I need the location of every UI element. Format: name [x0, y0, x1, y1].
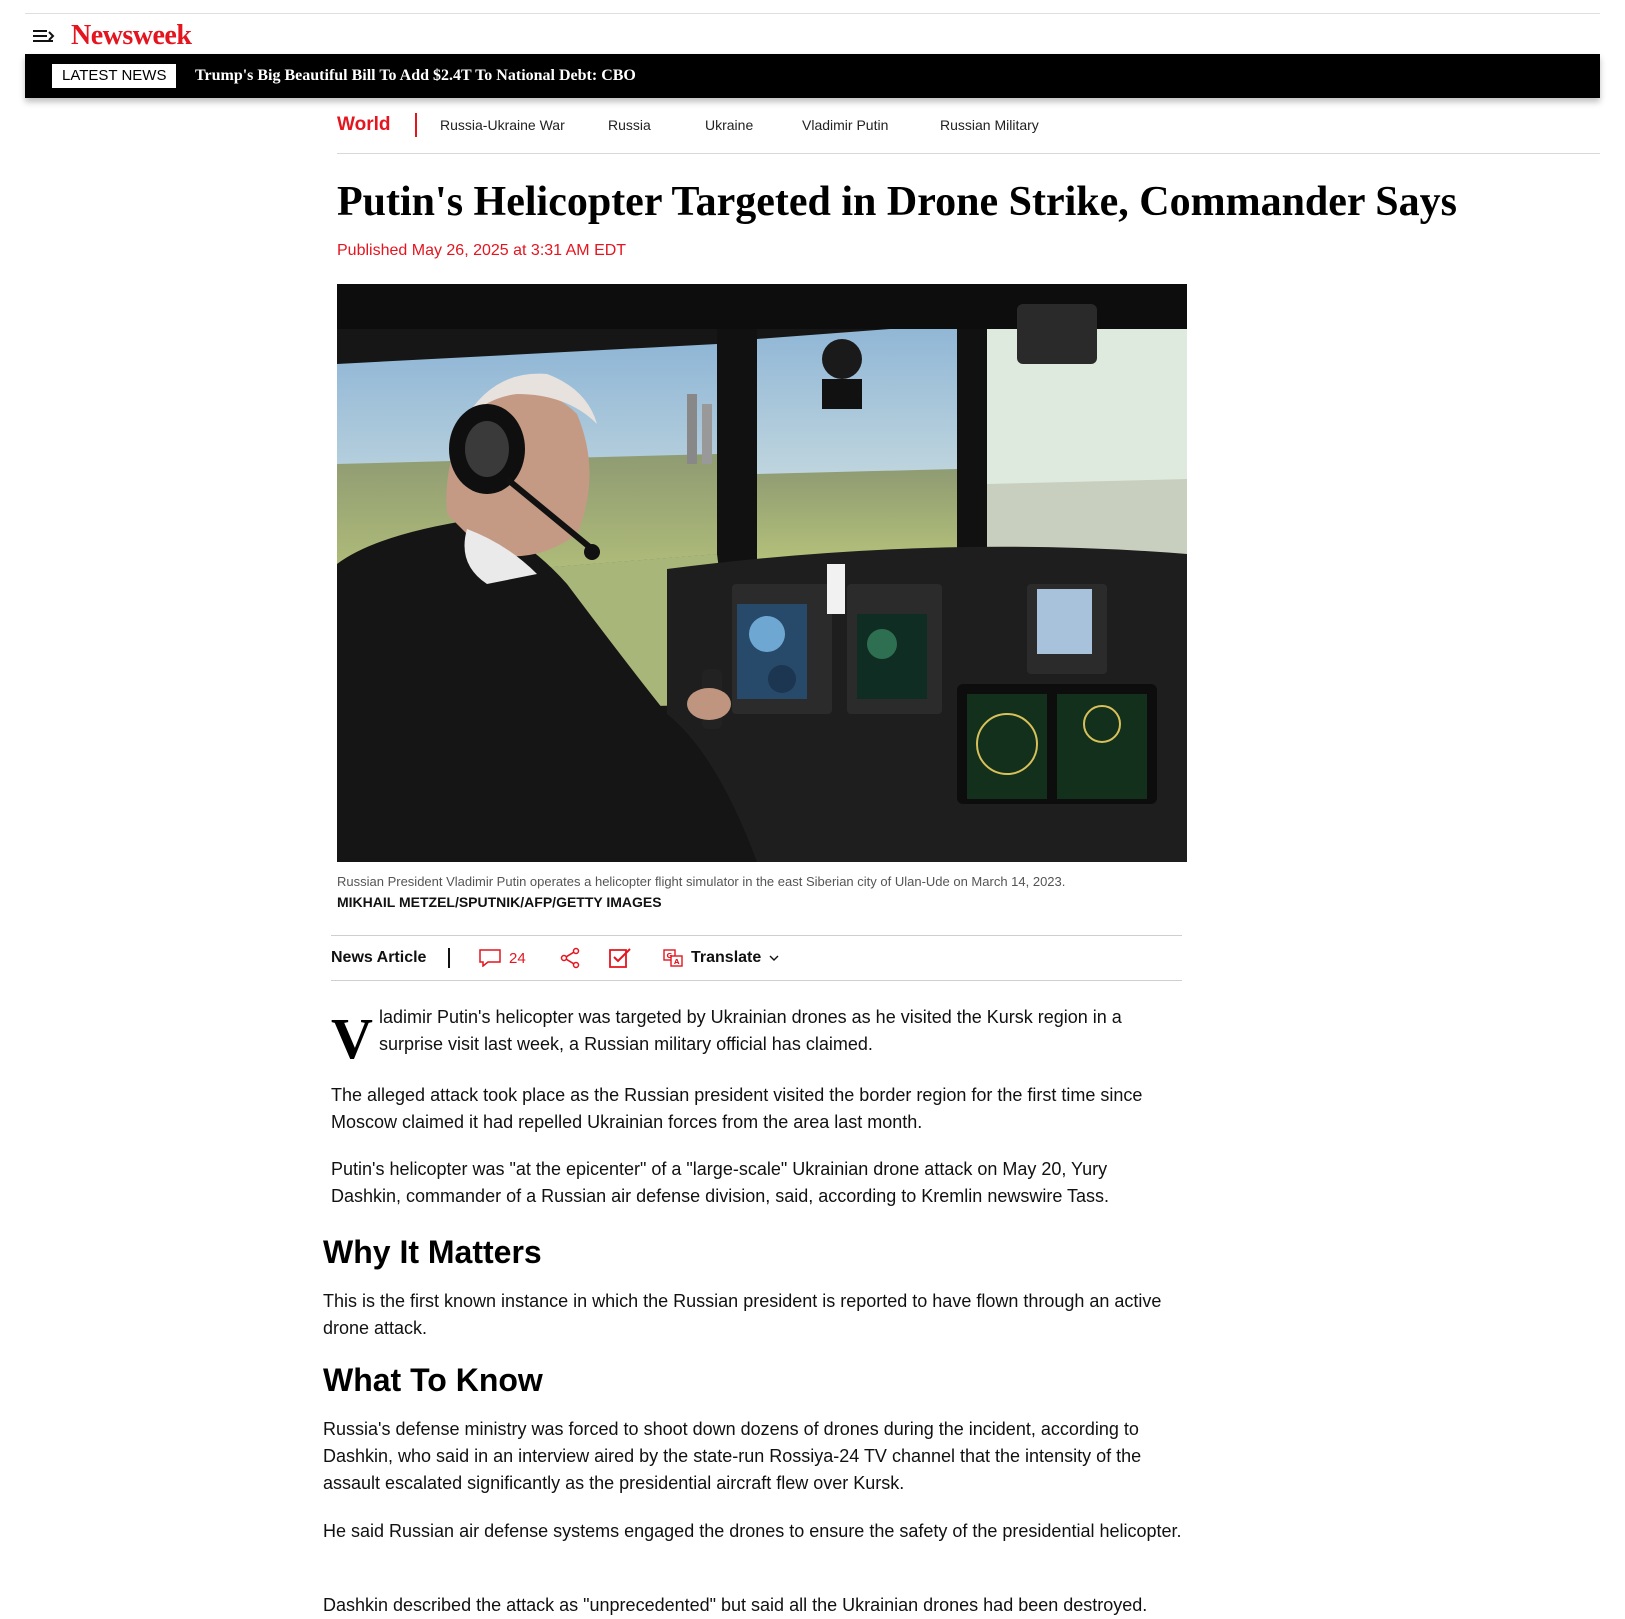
- nav-separator: [415, 113, 417, 137]
- lead-paragraph: ladimir Putin's helicopter was targeted by Ukrainian drones as he visited the Kursk region in a surprise visit last week, a Russian military official has claimed.: [379, 1007, 1122, 1054]
- toolbar-separator: [448, 948, 450, 968]
- section-what-to-know: What To Know: [323, 1362, 543, 1398]
- latest-news-headline[interactable]: Trump's Big Beautiful Bill To Add $2.4T To National Debt: CBO: [195, 67, 636, 84]
- comments-button[interactable]: [479, 948, 526, 968]
- what-to-know-paragraph-2: He said Russian air defense systems engaged the drones to ensure the safety of the presidential helicopter.: [323, 1521, 1182, 1541]
- image-caption: Russian President Vladimir Putin operates a helicopter flight simulator in the east Siberian city of Ulan-Ude on March 14, 2023.: [337, 874, 1066, 889]
- comment-count: 24: [509, 949, 526, 967]
- hero-image[interactable]: [337, 284, 1187, 862]
- chevron-down-icon: [769, 954, 779, 962]
- published-label: Published: [337, 242, 408, 259]
- article-title: Putin's Helicopter Targeted in Drone Strike, Commander Says: [337, 179, 1458, 225]
- topic-nav: [337, 112, 1600, 142]
- what-to-know-paragraph-1: Russia's defense ministry was forced to shoot down dozens of drones during the incident, according to Dashkin, who said in an interview aired by the state-run Rossiya-24 TV channel that the intensity of the assault escalated significantly as the presidential aircraft flew over Kursk.: [323, 1419, 1142, 1493]
- latest-news-bar: [25, 54, 1600, 98]
- paragraph-3: Putin's helicopter was "at the epicenter" of a "large-scale" Ukrainian drone attack on May 20, Yury Dashkin, commander of a Russian air defense division, said, according to Kremlin newswire Tass.: [331, 1159, 1110, 1206]
- nav-item-ukraine[interactable]: Ukraine: [705, 117, 754, 133]
- what-to-know-paragraph-3: Dashkin described the attack as "unprecedented" but said all the Ukrainian drones had been destroyed.: [323, 1595, 1148, 1615]
- menu-icon[interactable]: [31, 24, 57, 48]
- article-toolbar: [331, 935, 1182, 981]
- nav-item-russian-military[interactable]: Russian Military: [940, 117, 1039, 133]
- paragraph-2: The alleged attack took place as the Russian president visited the border region for the first time since Moscow claimed it had repelled Ukrainian forces from the area last month.: [331, 1085, 1143, 1132]
- nav-section-world[interactable]: World: [337, 114, 391, 135]
- published-line: [337, 240, 626, 262]
- drop-cap: V: [331, 1006, 373, 1071]
- nav-divider: [337, 153, 1600, 154]
- nav-item-vladimir-putin[interactable]: Vladimir Putin: [802, 117, 889, 133]
- translate-label: Translate: [691, 949, 762, 966]
- nav-item-russia[interactable]: Russia: [608, 117, 651, 133]
- share-icon[interactable]: [559, 947, 581, 969]
- top-divider: [25, 13, 1600, 14]
- article-type-label: News Article: [331, 949, 427, 966]
- translate-button[interactable]: [663, 936, 779, 980]
- translate-icon: [663, 949, 683, 967]
- image-credit: MIKHAIL METZEL/SPUTNIK/AFP/GETTY IMAGES: [337, 894, 662, 910]
- nav-item-russia-ukraine-war[interactable]: Russia-Ukraine War: [440, 117, 565, 133]
- comment-icon: [479, 949, 501, 967]
- published-date: May 26, 2025 at 3:31 AM EDT: [411, 242, 627, 259]
- newsweek-logo[interactable]: Newsweek: [71, 20, 192, 51]
- why-it-matters-paragraph: This is the first known instance in which the Russian president is reported to have flown through an active drone attack.: [323, 1291, 1162, 1338]
- svg-text:G: G: [666, 952, 673, 960]
- section-why-it-matters: Why It Matters: [323, 1234, 542, 1270]
- save-icon[interactable]: [608, 946, 632, 970]
- svg-text:A: A: [674, 958, 680, 966]
- latest-news-label: LATEST NEWS: [52, 64, 176, 88]
- masthead: [25, 18, 1600, 54]
